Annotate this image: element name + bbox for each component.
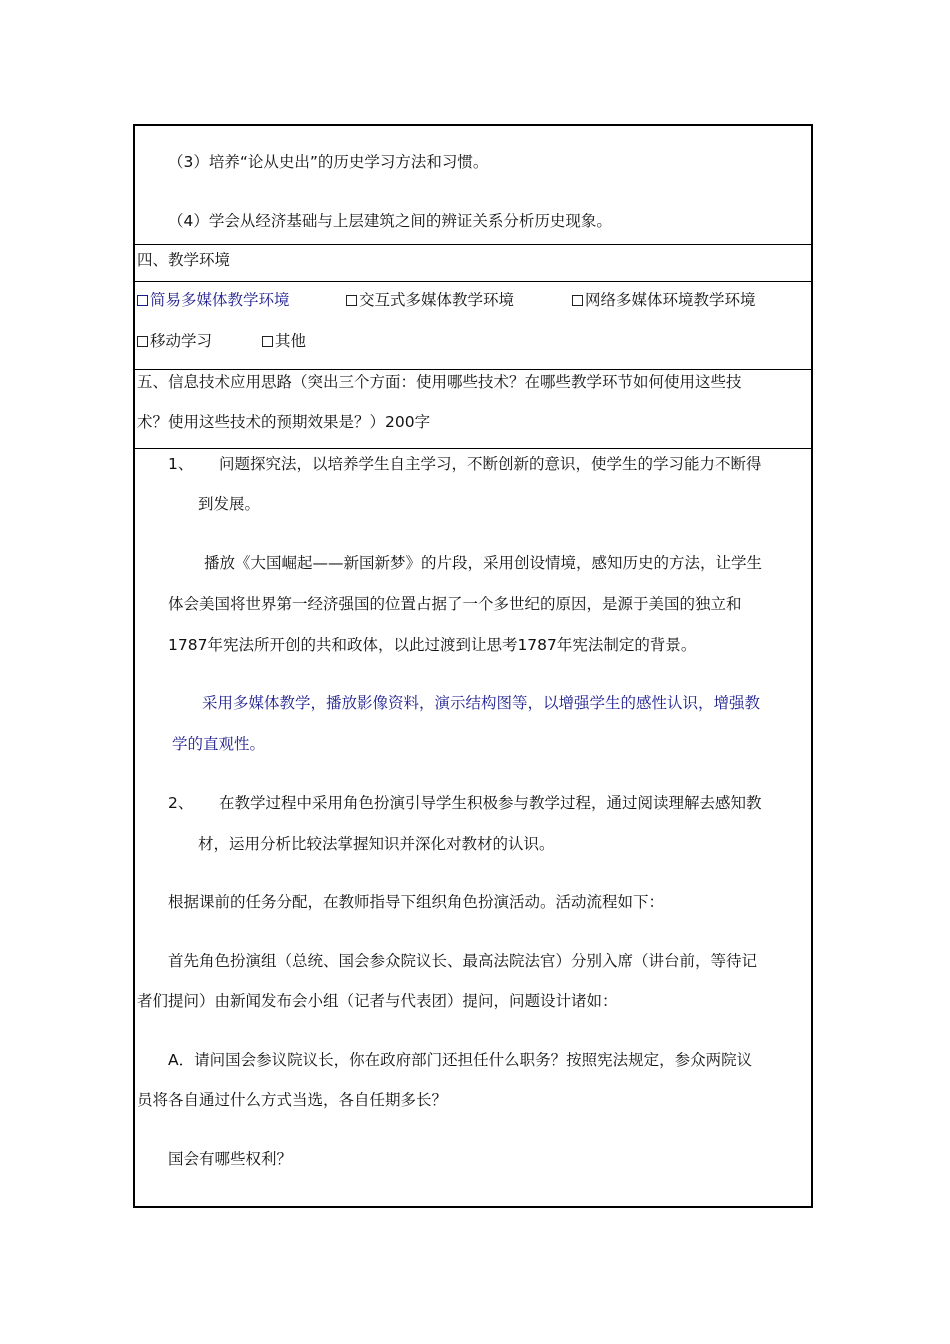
paragraph-inquiry-line2: 到发展。	[198, 495, 261, 513]
env-option-label: 交互式多媒体教学环境	[359, 291, 515, 309]
row-divider	[135, 448, 811, 449]
paragraph-inquiry-line1: 问题探究法，以培养学生自主学习，不断创新的意识，使学生的学习能力不断得	[219, 455, 762, 473]
paragraph-task-assignment: 根据课前的任务分配，在教师指导下组织角色扮演活动。活动流程如下：	[168, 893, 665, 911]
paragraph-video-line2: 体会美国将世界第一经济强国的位置占据了一个多世纪的原因，是源于美国的独立和	[168, 595, 742, 613]
objective-item-4: （4）学会从经济基础与上层建筑之间的辨证关系分析历史现象。	[168, 212, 612, 230]
paragraph-video-line3: 1787年宪法所开创的共和政体，以此过渡到让思考1787年宪法制定的背景。	[168, 636, 697, 654]
row-divider	[135, 244, 811, 245]
section-heading-it-approach-line1: 五、信息技术应用思路（突出三个方面：使用哪些技术？在哪些教学环节如何使用这些技	[137, 373, 742, 391]
objective-item-3: （3）培养“论从史出”的历史学习方法和习惯。	[168, 153, 489, 171]
checkbox-icon[interactable]	[262, 336, 273, 347]
paragraph-roleplay-line2: 材，运用分析比较法掌握知识并深化对教材的认识。	[198, 835, 555, 853]
section-heading-environment: 四、教学环境	[137, 251, 231, 269]
row-divider	[135, 369, 811, 370]
checkbox-icon[interactable]	[572, 295, 583, 306]
env-option-other[interactable]	[262, 331, 306, 351]
env-option-mobile-learning[interactable]	[137, 331, 212, 351]
paragraph-press-conference-line1: 首先角色扮演组（总统、国会参众院议长、最高法院法官）分别入席（讲台前，等待记	[168, 952, 758, 970]
env-option-network-multimedia[interactable]	[572, 290, 756, 310]
env-option-simple-multimedia[interactable]	[137, 290, 290, 310]
list-number-2: 2、	[168, 794, 194, 812]
env-option-label: 网络多媒体环境教学环境	[585, 291, 756, 309]
question-congress-powers: 国会有哪些权利？	[168, 1150, 293, 1168]
paragraph-video-line1: 播放《大国崛起——新国新梦》的片段，采用创设情境，感知历史的方法，让学生	[204, 554, 763, 572]
paragraph-press-conference-line2: 者们提问）由新闻发布会小组（记者与代表团）提问，问题设计诸如：	[137, 992, 618, 1010]
document-table	[133, 124, 813, 1208]
checkbox-icon[interactable]	[137, 336, 148, 347]
row-divider	[135, 281, 811, 282]
env-option-label: 简易多媒体教学环境	[150, 291, 290, 309]
list-number-1: 1、	[168, 455, 194, 473]
paragraph-multimedia-line1: 采用多媒体教学，播放影像资料，演示结构图等，以增强学生的感性认识，增强教	[202, 694, 761, 712]
paragraph-multimedia-line2: 学的直观性。	[172, 735, 266, 753]
env-option-label: 其他	[275, 332, 307, 350]
question-a-line1: A．请问国会参议院议长，你在政府部门还担任什么职务？按照宪法规定，参众两院议	[168, 1051, 753, 1069]
env-option-interactive-multimedia[interactable]	[346, 290, 514, 310]
question-a-line2: 员将各自通过什么方式当选，各自任期多长？	[137, 1091, 448, 1109]
env-option-label: 移动学习	[150, 332, 213, 350]
checkbox-icon[interactable]	[346, 295, 357, 306]
section-heading-it-approach-line2: 术？使用这些技术的预期效果是？）200字	[137, 413, 431, 431]
checkbox-icon[interactable]	[137, 295, 148, 306]
paragraph-roleplay-line1: 在教学过程中采用角色扮演引导学生积极参与教学过程，通过阅读理解去感知教	[219, 794, 762, 812]
